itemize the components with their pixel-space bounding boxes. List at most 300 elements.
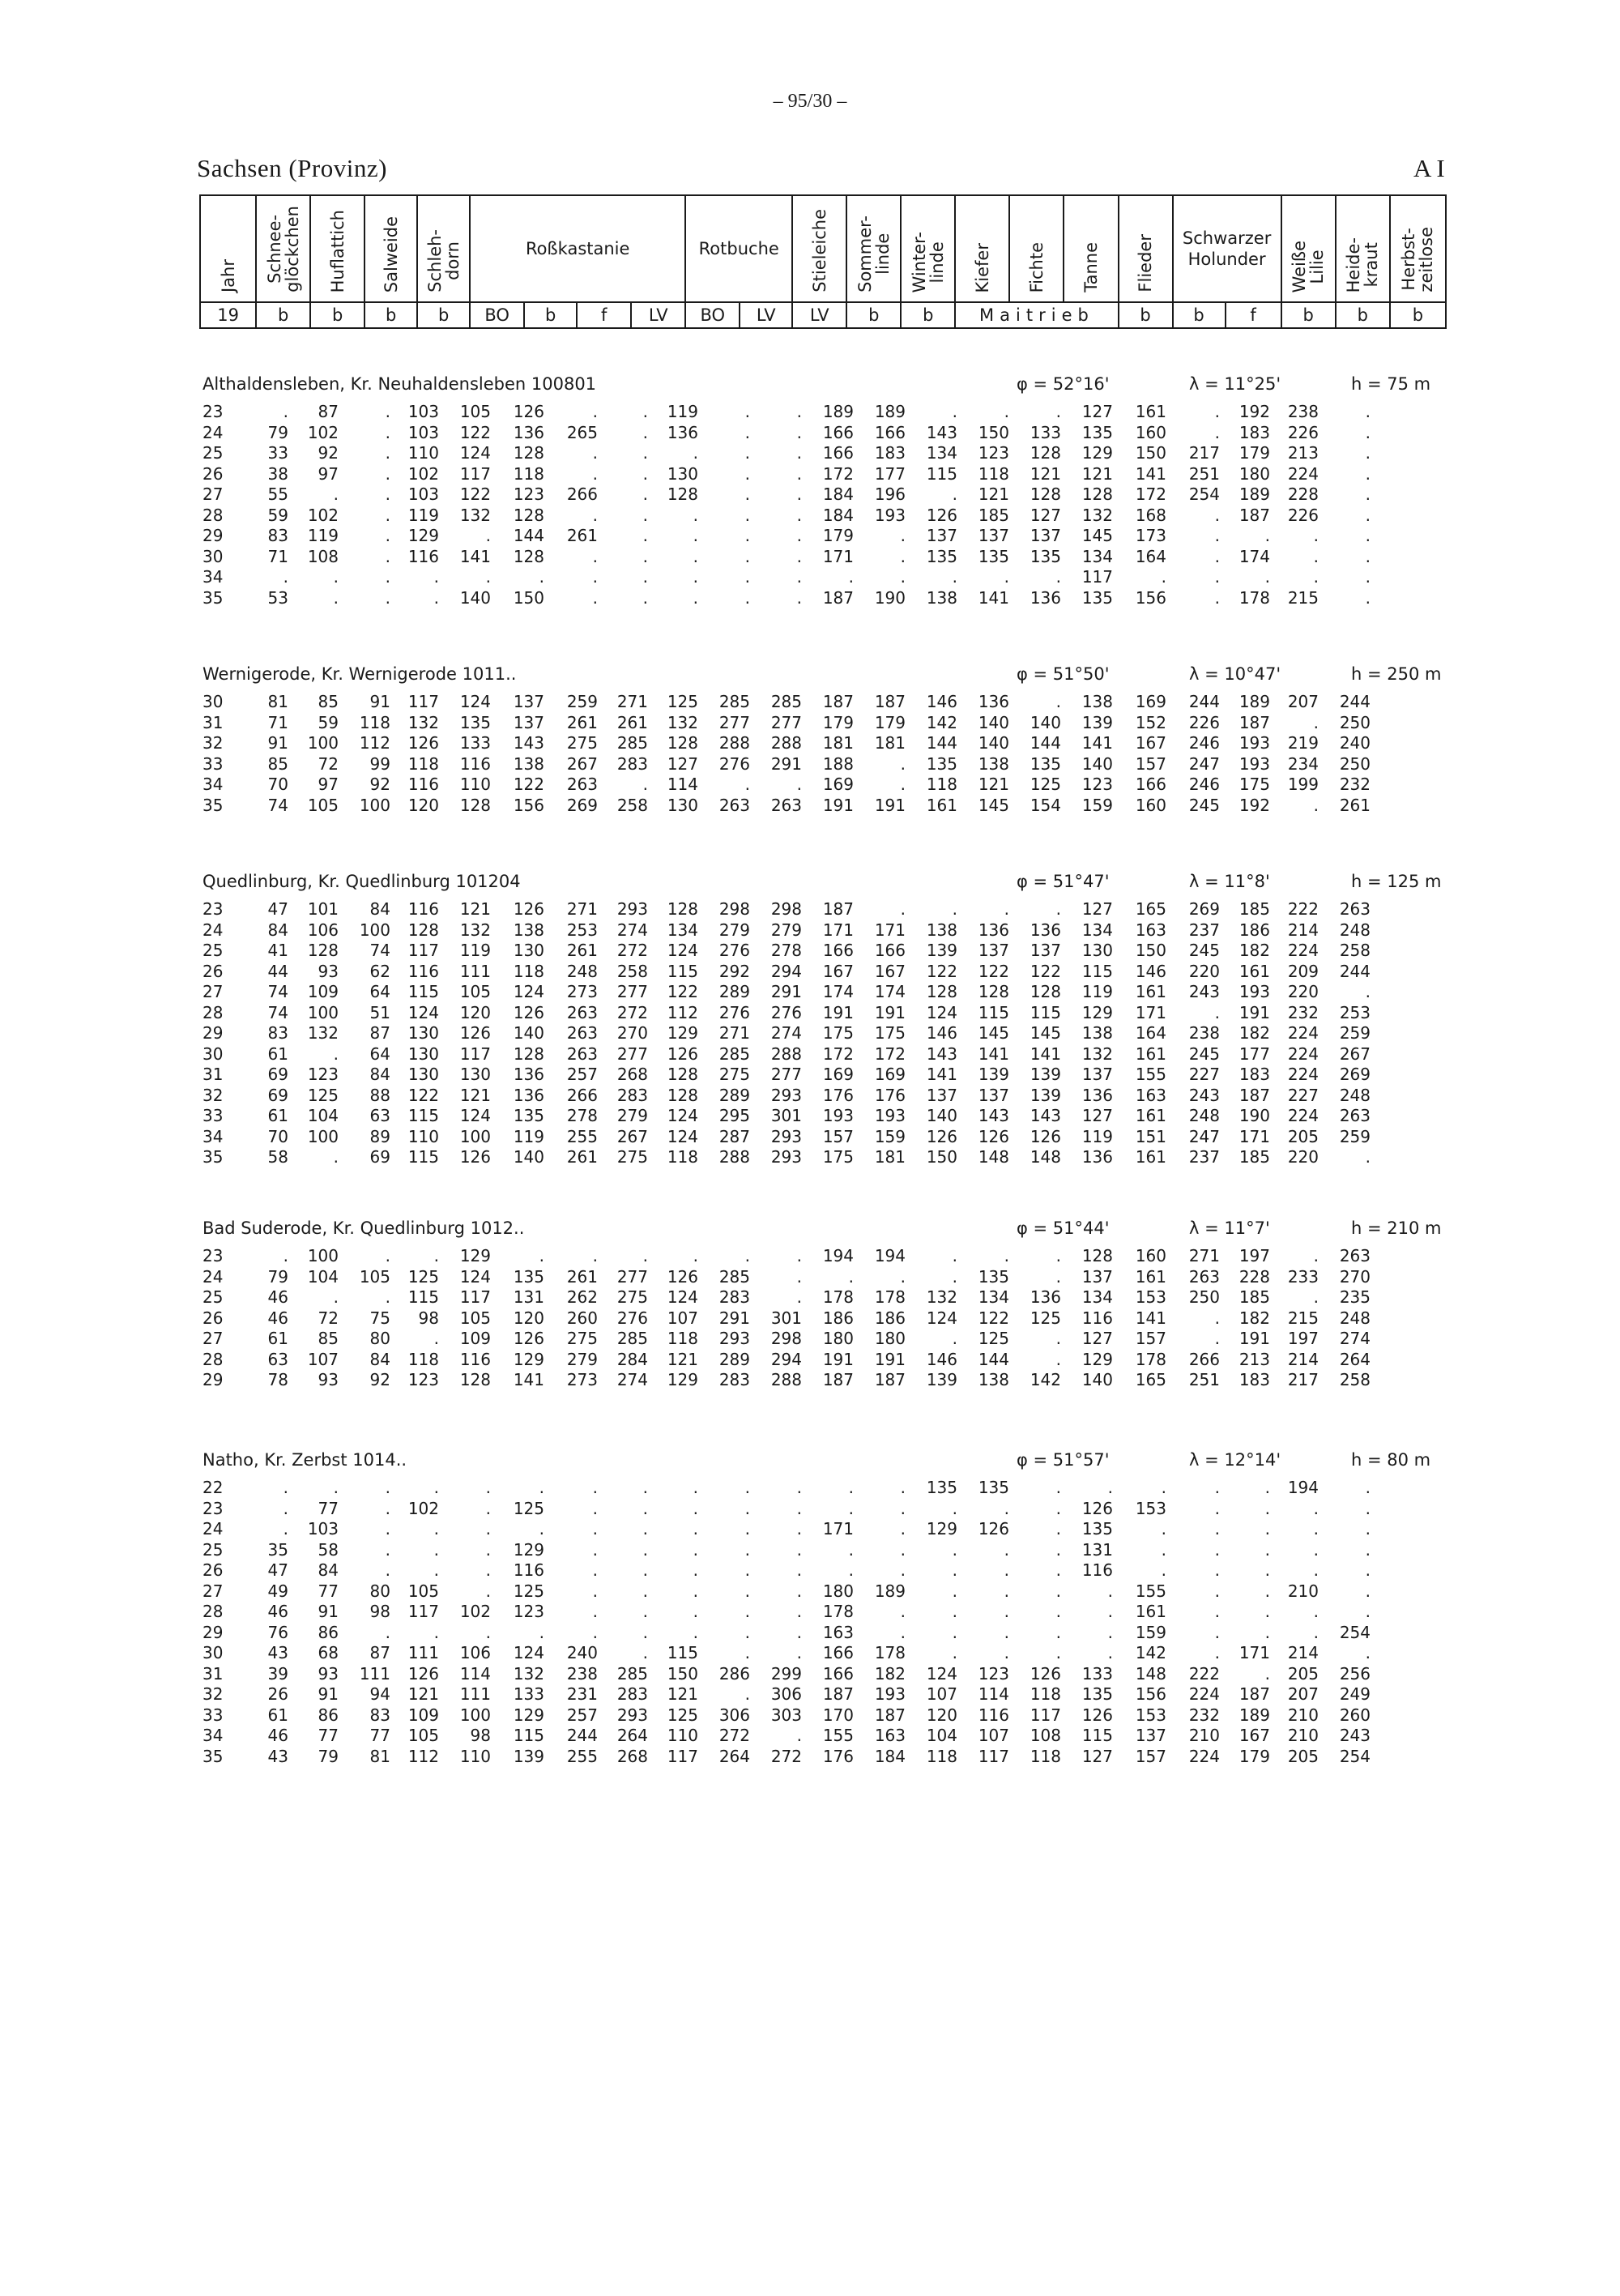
table-cell: . xyxy=(796,1478,802,1497)
table-row xyxy=(202,1519,1450,1540)
table-cell: 150 xyxy=(978,422,1009,442)
table-cell: 112 xyxy=(667,1002,698,1022)
table-cell: 72 xyxy=(318,1308,339,1328)
table-cell: 255 xyxy=(566,1126,598,1146)
table-row xyxy=(202,1065,1450,1086)
table-cell: . xyxy=(900,1560,906,1580)
table-cell: 128 xyxy=(667,733,698,753)
table-cell: 107 xyxy=(307,1349,339,1369)
table-cell: 250 xyxy=(1339,712,1371,732)
table-cell: . xyxy=(642,775,648,794)
table-cell: 135 xyxy=(1081,1519,1113,1538)
table-cell: 246 xyxy=(1188,733,1220,753)
table-cell: 61 xyxy=(267,1043,288,1064)
table-row xyxy=(202,1267,1450,1288)
table-cell: 134 xyxy=(926,443,957,463)
header-heidekraut: Heide- kraut xyxy=(1336,195,1390,302)
header-fichte: Fichte xyxy=(1009,195,1064,302)
table-cell: 129 xyxy=(1081,1002,1113,1022)
table-cell: . xyxy=(642,463,648,484)
table-cell: 122 xyxy=(667,982,698,1001)
table-cell: 160 xyxy=(1135,422,1166,442)
table-cell: 111 xyxy=(459,961,491,981)
table-cell: 132 xyxy=(1081,505,1113,525)
table-cell: 155 xyxy=(1135,1065,1166,1084)
table-cell: 291 xyxy=(770,753,802,774)
table-cell: 165 xyxy=(1135,899,1166,919)
table-row xyxy=(202,567,1450,588)
table-cell: 254 xyxy=(1188,484,1220,504)
table-cell: . xyxy=(592,1519,598,1538)
sub-sommerlinde: b xyxy=(846,302,901,328)
table-cell: 209 xyxy=(1287,961,1319,981)
table-cell: 141 xyxy=(1135,1308,1166,1328)
table-cell: 109 xyxy=(459,1329,491,1348)
table-cell: 226 xyxy=(1287,505,1319,525)
table-cell: . xyxy=(592,1560,598,1580)
table-cell: 191 xyxy=(822,1349,854,1369)
table-cell: 125 xyxy=(1030,775,1061,794)
station-header xyxy=(202,374,1450,402)
table-cell: 279 xyxy=(566,1349,598,1369)
table-cell: 187 xyxy=(822,1684,854,1704)
table-cell: 140 xyxy=(513,1023,544,1043)
table-cell: 210 xyxy=(1287,1581,1319,1601)
table-cell: 176 xyxy=(822,1085,854,1105)
table-cell: . xyxy=(796,402,802,421)
sub-stieleiche: LV xyxy=(792,302,846,328)
table-cell: 187 xyxy=(874,1705,906,1725)
row-year: 32 xyxy=(202,733,224,753)
table-cell: . xyxy=(1313,1622,1319,1642)
table-cell: 183 xyxy=(1238,1370,1270,1389)
table-cell: 83 xyxy=(267,526,288,545)
table-cell: 41 xyxy=(267,941,288,960)
table-cell: 293 xyxy=(770,1147,802,1167)
table-cell: 130 xyxy=(667,795,698,815)
table-cell: 146 xyxy=(926,692,957,711)
table-cell: 180 xyxy=(1238,463,1270,484)
table-cell: 276 xyxy=(770,1002,802,1022)
table-cell: 112 xyxy=(359,733,390,753)
header-tanne: Tanne xyxy=(1064,195,1118,302)
row-year: 34 xyxy=(202,1126,224,1146)
table-cell: 257 xyxy=(566,1065,598,1084)
table-cell: 140 xyxy=(978,712,1009,732)
header-winterlinde: Winter- linde xyxy=(901,195,955,302)
table-cell: 79 xyxy=(267,1266,288,1287)
table-cell: . xyxy=(952,1539,957,1560)
table-cell: 69 xyxy=(267,1085,288,1105)
table-cell: 126 xyxy=(978,1519,1009,1538)
table-cell: 157 xyxy=(1135,753,1166,774)
table-cell: 115 xyxy=(1081,1726,1113,1745)
row-year: 22 xyxy=(202,1478,224,1497)
table-cell: 120 xyxy=(459,1002,491,1022)
table-cell: . xyxy=(796,443,802,463)
table-cell: 183 xyxy=(874,443,906,463)
table-cell: 137 xyxy=(978,526,1009,545)
table-cell: 285 xyxy=(718,1043,750,1064)
table-cell: . xyxy=(1365,982,1371,1001)
table-cell: . xyxy=(796,775,802,794)
table-cell: . xyxy=(693,1539,698,1560)
row-year: 23 xyxy=(202,1246,224,1265)
table-cell: 238 xyxy=(1287,402,1319,421)
row-year: 29 xyxy=(202,1622,224,1642)
table-cell: 126 xyxy=(407,1663,439,1684)
table-cell: 100 xyxy=(459,1705,491,1725)
sub-holunder-b: b xyxy=(1173,302,1226,328)
table-row xyxy=(202,733,1450,754)
table-cell: 175 xyxy=(1238,775,1270,794)
table-cell: 156 xyxy=(1135,1684,1166,1704)
table-cell: 74 xyxy=(267,795,288,815)
table-cell: 148 xyxy=(978,1147,1009,1167)
table-cell: 196 xyxy=(874,484,906,504)
table-cell: . xyxy=(539,1622,544,1642)
table-cell: . xyxy=(744,463,750,484)
table-cell: 277 xyxy=(616,1266,648,1287)
table-cell: 171 xyxy=(874,920,906,940)
table-cell: 224 xyxy=(1287,941,1319,960)
table-cell: 276 xyxy=(718,753,750,774)
table-cell: 253 xyxy=(566,920,598,940)
table-cell: 178 xyxy=(874,1643,906,1662)
table-cell: 132 xyxy=(1081,1043,1113,1064)
table-cell: . xyxy=(796,567,802,587)
table-cell: 166 xyxy=(874,941,906,960)
table-cell: 128 xyxy=(307,941,339,960)
table-cell: . xyxy=(1055,567,1061,587)
table-cell: 92 xyxy=(369,1370,390,1389)
table-cell: 217 xyxy=(1287,1370,1319,1389)
table-cell: . xyxy=(283,1246,288,1265)
table-cell: 134 xyxy=(667,920,698,940)
table-cell: . xyxy=(744,402,750,421)
table-cell: 38 xyxy=(267,463,288,484)
table-cell: 197 xyxy=(1238,1246,1270,1265)
table-cell: 59 xyxy=(318,712,339,732)
table-cell: 275 xyxy=(566,1329,598,1348)
table-cell: 126 xyxy=(978,1126,1009,1146)
table-cell: 136 xyxy=(1081,1085,1113,1105)
table-cell: . xyxy=(1313,1539,1319,1560)
table-cell: 141 xyxy=(459,546,491,566)
table-cell: 226 xyxy=(1188,712,1220,732)
table-cell: 117 xyxy=(1030,1705,1061,1725)
table-cell: 167 xyxy=(1238,1726,1270,1745)
row-year: 35 xyxy=(202,587,224,608)
table-cell: 150 xyxy=(926,1147,957,1167)
table-cell: 288 xyxy=(770,1043,802,1064)
table-cell: 137 xyxy=(1135,1726,1166,1745)
table-cell: 61 xyxy=(267,1329,288,1348)
table-cell: 159 xyxy=(874,1126,906,1146)
row-year: 24 xyxy=(202,422,224,442)
table-cell: 127 xyxy=(1081,1106,1113,1125)
table-cell: 105 xyxy=(359,1266,390,1287)
table-cell: 71 xyxy=(267,712,288,732)
table-cell: . xyxy=(693,1602,698,1621)
table-cell: 150 xyxy=(513,587,544,608)
table-cell: 263 xyxy=(566,775,598,794)
table-cell: 105 xyxy=(459,402,491,421)
table-cell: 265 xyxy=(566,422,598,442)
table-cell: 146 xyxy=(1135,961,1166,981)
table-cell: 46 xyxy=(267,1726,288,1745)
row-year: 32 xyxy=(202,1085,224,1105)
table-cell: 258 xyxy=(616,795,648,815)
table-cell: 205 xyxy=(1287,1126,1319,1146)
table-cell: . xyxy=(1161,1539,1166,1560)
table-cell: 283 xyxy=(616,1684,648,1704)
table-cell: 273 xyxy=(566,982,598,1001)
station-header xyxy=(202,872,1450,899)
table-cell: 122 xyxy=(513,775,544,794)
table-cell: . xyxy=(385,1287,390,1307)
table-cell: 288 xyxy=(770,733,802,753)
table-cell: 267 xyxy=(566,753,598,774)
table-cell: 276 xyxy=(616,1308,648,1328)
table-cell: 263 xyxy=(1339,1106,1371,1125)
table-cell: 275 xyxy=(718,1065,750,1084)
table-cell: 93 xyxy=(318,1663,339,1684)
table-cell: 275 xyxy=(616,1147,648,1167)
table-cell: 138 xyxy=(978,1370,1009,1389)
table-cell: 47 xyxy=(267,1560,288,1580)
table-cell: 277 xyxy=(616,982,648,1001)
table-cell: 142 xyxy=(926,712,957,732)
table-cell: . xyxy=(592,567,598,587)
table-cell: 161 xyxy=(1238,961,1270,981)
table-cell: 70 xyxy=(267,1126,288,1146)
table-cell: 126 xyxy=(926,505,957,525)
table-cell: 126 xyxy=(407,733,439,753)
table-cell: 110 xyxy=(407,443,439,463)
table-cell: 143 xyxy=(978,1106,1009,1125)
table-cell: 245 xyxy=(1188,941,1220,960)
table-row xyxy=(202,1705,1450,1726)
table-cell: 164 xyxy=(1135,1023,1166,1043)
table-cell: 259 xyxy=(1339,1126,1371,1146)
row-year: 30 xyxy=(202,1643,224,1662)
station-elevation: h = 80 m xyxy=(1351,1450,1431,1470)
header-flieder: Flieder xyxy=(1119,195,1173,302)
table-cell: 178 xyxy=(822,1602,854,1621)
table-row xyxy=(202,982,1450,1003)
table-cell: 194 xyxy=(874,1246,906,1265)
table-cell: . xyxy=(642,1519,648,1538)
table-cell: 289 xyxy=(718,1349,750,1369)
table-cell: 185 xyxy=(1238,1287,1270,1307)
table-cell: . xyxy=(385,1539,390,1560)
table-row xyxy=(202,443,1450,464)
table-cell: . xyxy=(1313,1602,1319,1621)
table-cell: 271 xyxy=(718,1023,750,1043)
table-cell: 77 xyxy=(369,1726,390,1745)
table-cell: 189 xyxy=(1238,1705,1270,1725)
table-cell: 301 xyxy=(770,1106,802,1125)
table-cell: 172 xyxy=(822,1043,854,1064)
table-cell: 105 xyxy=(307,795,339,815)
table-cell: 166 xyxy=(822,443,854,463)
table-cell: 258 xyxy=(1339,941,1371,960)
table-cell: 125 xyxy=(667,1705,698,1725)
table-cell: . xyxy=(1004,567,1009,587)
row-year: 26 xyxy=(202,1560,224,1580)
table-cell: 127 xyxy=(1081,899,1113,919)
station-elevation: h = 75 m xyxy=(1351,374,1431,394)
table-cell: . xyxy=(1107,1622,1113,1642)
table-cell: 110 xyxy=(459,775,491,794)
table-cell: 276 xyxy=(718,941,750,960)
table-cell: 144 xyxy=(1030,733,1061,753)
table-cell: 224 xyxy=(1287,1106,1319,1125)
table-cell: . xyxy=(1004,1581,1009,1601)
header-rotbuche: Rotbuche xyxy=(685,195,792,302)
table-cell: 116 xyxy=(407,899,439,919)
table-cell: 128 xyxy=(667,1085,698,1105)
table-row xyxy=(202,423,1450,444)
table-cell: 287 xyxy=(718,1126,750,1146)
table-cell: 190 xyxy=(1238,1106,1270,1125)
table-cell: 102 xyxy=(459,1602,491,1621)
table-cell: . xyxy=(1365,422,1371,442)
table-cell: . xyxy=(1264,567,1270,587)
header-schneegloeckchen: Schnee- glöckchen xyxy=(256,195,310,302)
table-cell: 132 xyxy=(407,712,439,732)
table-cell: 232 xyxy=(1188,1705,1220,1725)
table-cell: 171 xyxy=(1135,1002,1166,1022)
table-cell: 197 xyxy=(1287,1329,1319,1348)
table-cell: 138 xyxy=(1081,1023,1113,1043)
table-cell: 121 xyxy=(667,1684,698,1704)
table-cell: . xyxy=(744,546,750,566)
table-cell: . xyxy=(1365,1643,1371,1662)
table-cell: 222 xyxy=(1287,899,1319,919)
table-cell: . xyxy=(744,484,750,504)
table-cell: 266 xyxy=(566,1085,598,1105)
table-cell: 129 xyxy=(513,1539,544,1560)
table-cell: 98 xyxy=(369,1602,390,1621)
table-cell: 274 xyxy=(616,1370,648,1389)
table-cell: . xyxy=(693,526,698,545)
table-cell: . xyxy=(539,1478,544,1497)
table-cell: 128 xyxy=(459,1370,491,1389)
table-cell: 128 xyxy=(1030,443,1061,463)
table-cell: 244 xyxy=(1188,692,1220,711)
table-cell: 139 xyxy=(926,1370,957,1389)
table-row xyxy=(202,402,1450,423)
table-cell: . xyxy=(796,587,802,608)
table-cell: 192 xyxy=(1238,795,1270,815)
table-cell: 166 xyxy=(822,422,854,442)
table-cell: 293 xyxy=(770,1126,802,1146)
table-cell: 248 xyxy=(1339,1308,1371,1328)
table-cell: 145 xyxy=(978,795,1009,815)
table-cell: 181 xyxy=(874,733,906,753)
table-cell: 141 xyxy=(978,1043,1009,1064)
table-cell: 127 xyxy=(1081,1746,1113,1766)
row-year: 26 xyxy=(202,463,224,484)
table-cell: . xyxy=(693,587,698,608)
table-row xyxy=(202,1747,1450,1768)
table-cell: . xyxy=(1161,1560,1166,1580)
table-cell: . xyxy=(1365,1478,1371,1497)
table-cell: 205 xyxy=(1287,1746,1319,1766)
table-cell: 285 xyxy=(616,1663,648,1684)
table-cell: 124 xyxy=(407,1002,439,1022)
row-year: 27 xyxy=(202,1581,224,1601)
table-cell: 124 xyxy=(667,1126,698,1146)
table-cell: . xyxy=(744,1519,750,1538)
table-cell: . xyxy=(385,1246,390,1265)
table-cell: . xyxy=(592,505,598,525)
table-cell: . xyxy=(333,1478,339,1497)
table-cell: . xyxy=(1365,526,1371,545)
table-cell: 165 xyxy=(1135,1370,1166,1389)
table-cell: 169 xyxy=(874,1065,906,1084)
table-row xyxy=(202,1370,1450,1391)
table-cell: 135 xyxy=(513,1106,544,1125)
table-cell: . xyxy=(592,1478,598,1497)
table-cell: . xyxy=(796,1560,802,1580)
table-cell: 118 xyxy=(407,753,439,774)
header-weisse-lilie: Weiße Lilie xyxy=(1281,195,1336,302)
table-cell: 132 xyxy=(459,505,491,525)
table-cell: 55 xyxy=(267,484,288,504)
table-cell: 104 xyxy=(307,1266,339,1287)
table-cell: . xyxy=(1161,567,1166,587)
table-cell: 191 xyxy=(874,795,906,815)
table-cell: 122 xyxy=(407,1085,439,1105)
table-cell: 289 xyxy=(718,982,750,1001)
table-cell: . xyxy=(1214,1478,1220,1497)
station-longitude: λ = 11°7' xyxy=(1189,1218,1270,1238)
table-cell: 263 xyxy=(566,1043,598,1064)
table-cell: 84 xyxy=(369,1065,390,1084)
table-cell: . xyxy=(900,1266,906,1287)
table-cell: 193 xyxy=(874,505,906,525)
table-cell: 247 xyxy=(1188,1126,1220,1146)
table-cell: 125 xyxy=(1030,1308,1061,1328)
table-cell: . xyxy=(592,443,598,463)
table-cell: . xyxy=(693,443,698,463)
table-cell: 189 xyxy=(1238,692,1270,711)
table-cell: 136 xyxy=(1030,1287,1061,1307)
station-block-quedlinburg xyxy=(202,872,1450,1168)
table-cell: 43 xyxy=(267,1643,288,1662)
table-cell: 139 xyxy=(1081,712,1113,732)
table-cell: 33 xyxy=(267,443,288,463)
station-name: Wernigerode, Kr. Wernigerode 1011.. xyxy=(202,664,517,684)
table-cell: 133 xyxy=(459,733,491,753)
table-cell: 114 xyxy=(459,1663,491,1684)
row-year: 33 xyxy=(202,1106,224,1125)
table-cell: 122 xyxy=(978,961,1009,981)
table-cell: 261 xyxy=(616,712,648,732)
station-name: Quedlinburg, Kr. Quedlinburg 101204 xyxy=(202,872,521,891)
table-cell: 251 xyxy=(1188,463,1220,484)
table-cell: 260 xyxy=(1339,1705,1371,1725)
table-cell: . xyxy=(1161,1478,1166,1497)
table-cell: . xyxy=(1313,1560,1319,1580)
table-cell: 279 xyxy=(770,920,802,940)
table-cell: . xyxy=(642,484,648,504)
table-cell: 130 xyxy=(407,1065,439,1084)
table-cell: . xyxy=(642,587,648,608)
